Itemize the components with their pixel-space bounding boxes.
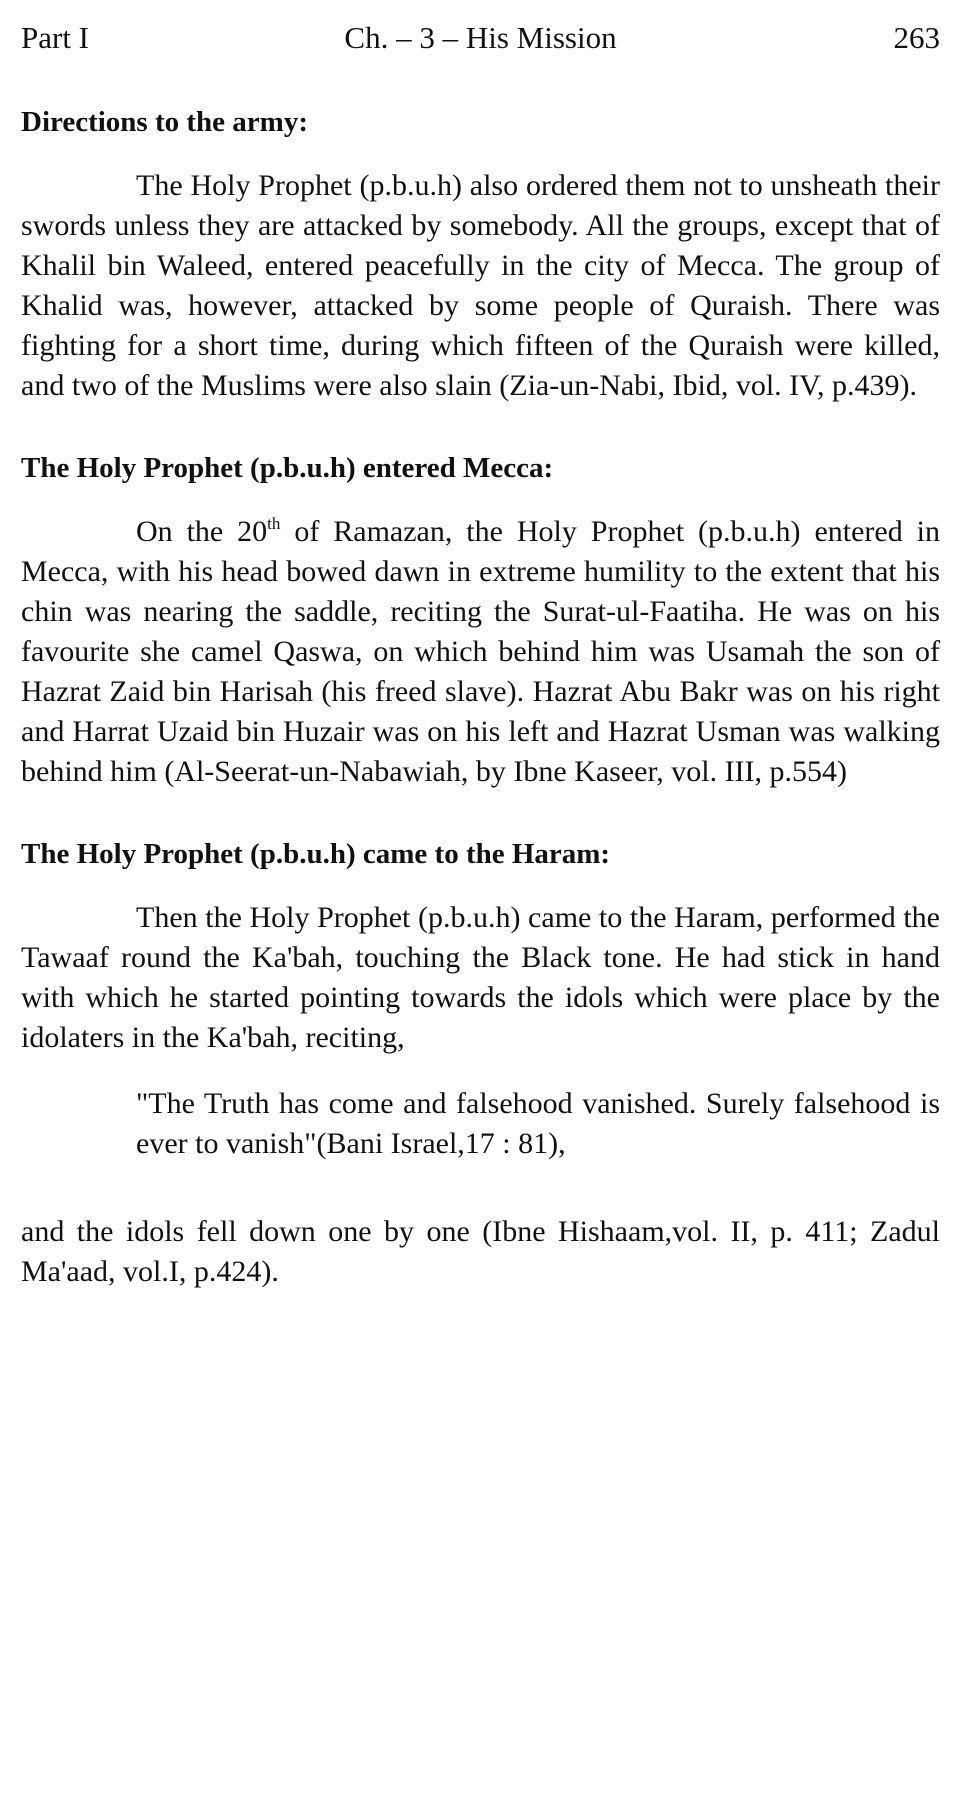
part-label: Part I <box>21 20 90 55</box>
section-entered-mecca <box>21 448 940 792</box>
body-paragraph: The Holy Prophet (p.b.u.h) also ordered them not to unsheath their swords unless they are attacked by somebody. All the groups, except that of Khalil bin Waleed, entered peacefully in the city of Mecca. The group of Khalid was, however, attacked by some people of Quraish. There was fighting for a short time, during which fifteen of the Quraish were killed, and two of the Muslims were also slain (Zia-un-Nabi, Ibid, vol. IV, p.439). <box>21 169 940 402</box>
section-heading: The Holy Prophet (p.b.u.h) entered Mecca: <box>21 452 554 484</box>
section-heading: Directions to the army: <box>21 106 308 138</box>
block-quote: "The Truth has come and falsehood vanished. Surely falsehood is ever to vanish"(Bani Israel,17 : 81), <box>136 1087 940 1160</box>
paragraph-start: On the 20 <box>136 515 268 548</box>
page-number: 263 <box>893 20 940 55</box>
closing-paragraph: and the idols fell down one by one (Ibne Hishaam,vol. II, p. 411; Zadul Ma'aad, vol.I, p.424). <box>21 1215 940 1288</box>
section-directions-to-army <box>21 102 940 406</box>
ordinal-suffix: th <box>267 514 281 533</box>
book-page <box>21 0 940 1292</box>
chapter-title: Ch. – 3 – His Mission <box>344 20 617 55</box>
running-header <box>21 0 940 80</box>
body-paragraph <box>21 512 940 792</box>
paragraph-rest: of Ramazan, the Holy Prophet (p.b.u.h) entered in Mecca, with his head bowed dawn in extreme humility to the extent that his chin was nearing the saddle, reciting the Surat-ul-Faatiha. He was on his favourite she camel Qaswa, on which behind him was Usamah the son of Hazrat Zaid bin Harisah (his freed slave). Hazrat Abu Bakr was on his right and Harrat Uzaid bin Huzair was on his left and Hazrat Usman was walking behind him (Al-Seerat-un-Nabawiah, by Ibne Kaseer, vol. III, p.554) <box>21 515 940 788</box>
body-paragraph: Then the Holy Prophet (p.b.u.h) came to the Haram, performed the Tawaaf round the Ka'bah, touching the Black tone. He had stick in hand with which he started pointing towards the idols which were place by the idolaters in the Ka'bah, reciting, <box>21 901 940 1054</box>
section-came-to-haram <box>21 834 940 1292</box>
section-heading: The Holy Prophet (p.b.u.h) came to the Haram: <box>21 838 611 870</box>
